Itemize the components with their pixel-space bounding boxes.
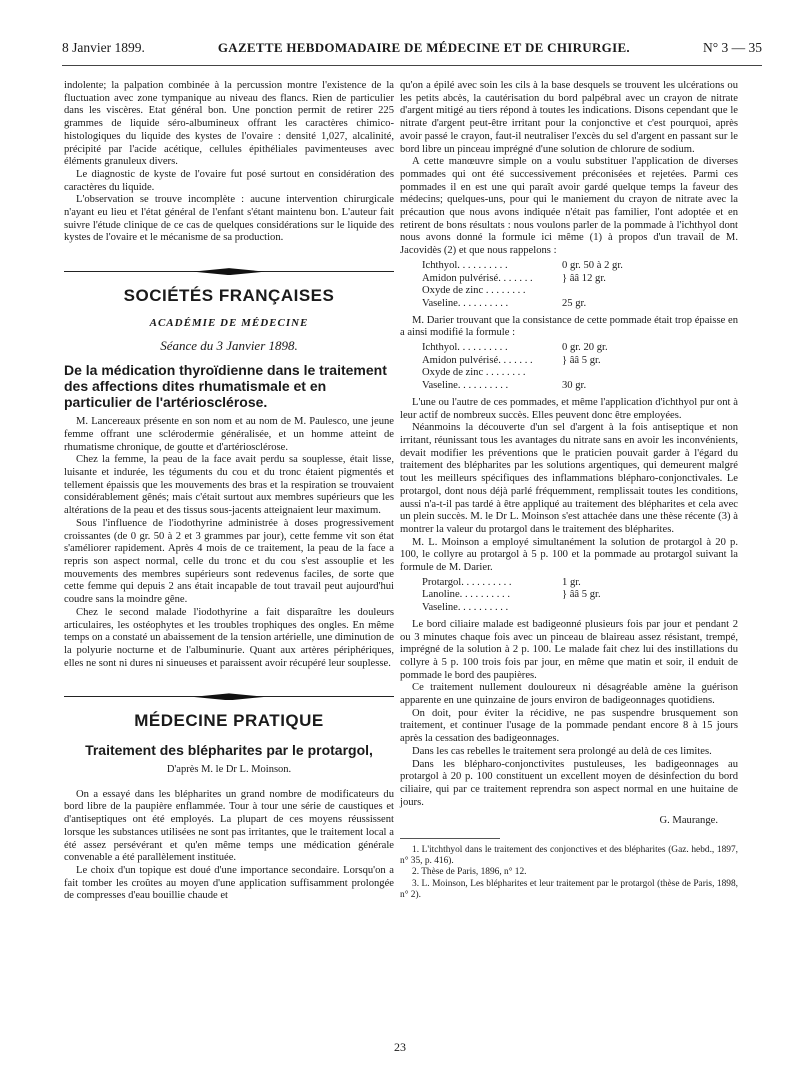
paragraph: Le choix d'un topique est doué d'une importance secondaire. Lorsqu'on a fait tomber les croûtes au moyen d'une application suffisamment prolongée de compresses d'eau bouillie chaude et — [64, 864, 394, 902]
quantity: } ââ 5 gr. — [562, 589, 601, 601]
ingredient: Oxyde de zinc . . . . . . . . — [422, 285, 526, 297]
paragraph: Dans les cas rebelles le traitement sera prolongé au delà de ces limites. — [412, 745, 712, 757]
ingredient: Protargol. . . . . . . . . . — [422, 576, 512, 588]
paragraph: L'une ou l'autre de ces pommades, et même l'application d'ichthyol pur ont à leur actif de nombreux succès. Elles peuvent donc être employées. — [400, 396, 738, 421]
paragraph: Ce traitement nullement douloureux ni désagréable amène la guérison apparente en une quinzaine de jours environ de badigeonnages quotidiens. — [400, 682, 738, 707]
left-column — [64, 80, 394, 903]
paragraph: Le diagnostic de kyste de l'ovaire fut posé surtout en considération des caractères du liquide. — [64, 168, 394, 193]
formula-protargol — [422, 577, 738, 615]
quantity: 25 gr. — [562, 297, 587, 309]
section-title: SOCIÉTÉS FRANÇAISES — [123, 286, 335, 306]
paragraph: M. Darier trouvant que la consistance de cette pommade était trop épaisse en a ainsi modifié la formule : — [400, 314, 738, 339]
footnote-divider — [400, 838, 500, 839]
quantity: } ââ 12 gr. — [562, 272, 606, 284]
paragraph: On doit, pour éviter la récidive, ne pas suspendre brusquement son traitement, et continuer l'usage de la pommade pendant encore 8 à 15 jours après la cessation des badigeonnages. — [400, 707, 738, 745]
formula-row — [422, 589, 738, 602]
paragraph: qu'on a épilé avec soin les cils à la base desquels se trouvent les ulcérations ou les petits abcès, la cautérisation du bord palpébral avec un crayon de nitrate d'argent mitigé au tiers répond à toutes les indications. Disons cependant que le nitrate d'argent peut-être irritant pour la conjonctive et c'est pourquoi, après avoir passé le crayon, faut-il neutraliser l'excès du sel d'argent en passant sur le bord libre un pinceau imprégné d'une solution de chlorure de sodium. — [400, 80, 738, 155]
paragraph: A cette manœuvre simple on a voulu substituer l'application de diverses pommades qui ont été successivement préconisées et rejetées. Parmi ces pommades il en est une qui paraît avoir gardé quelque temps la faveur des médecins; quelques-uns, pour qui le maniement du crayon de nitrate avec la précaution que nous avons indiquée n'était pas familier, l'ont adoptée et en retirent de bons résultats : nous voulons parler de la pommade à l'ichthyol dont nous avons donné la formule ici même (1) à propos d'un travail de M. Jacovidès (2) et que nous rappelons : — [400, 156, 738, 257]
paragraph: L'observation se trouve incomplète : aucune intervention chirurgicale n'ayant eu lieu et l'état général de l'enfant s'étant maintenu bon. L'auteur fait suivre l'étude clinique de ce cas de quelques considérations sur le liquide des kystes de l'ovaire et le mécanisme de sa production. — [64, 194, 394, 244]
article-title: Traitement des blépharites par le protargol, — [85, 742, 373, 759]
formula-ichthyol — [422, 260, 738, 311]
footnote: 2. Thèse de Paris, 1896, n° 12. — [412, 867, 527, 878]
paragraph: M. L. Moinson a employé simultanément la solution de protargol à 20 p. 100, le collyre au protargol à 5 p. 100 et la pommade au protargol suivant la formule de M. Darier. — [400, 536, 738, 574]
quantity: } ââ 5 gr. — [562, 354, 601, 366]
ingredient: Oxyde de zinc . . . . . . . . — [422, 367, 526, 379]
footnote: 1. L'itchthyol dans le traitement des conjonctives et des blépharites (Gaz. hebd., 1897, n° 35, p. 416). — [400, 845, 738, 867]
quantity: 30 gr. — [562, 380, 587, 392]
ingredient: Vaseline. . . . . . . . . . — [422, 297, 509, 309]
paragraph: Le bord ciliaire malade est badigeonné plusieurs fois par jour et pendant 2 ou 3 minutes chaque fois avec un pinceau de blaireau assez résistant, trempé, imprégné de la solution à 2 p. 100. Le malade fait chez lui des instillations du collyre à 5 p. 100 trois fois par jour, en même que matin et soir, il enduit de pommade le bord des paupières. — [400, 618, 738, 681]
paragraph: Dans les blépharo-conjonctivites pustuleuses, les badigeonnages au protargol à 20 p. 100 constituent un excellent moyen de désinfection du bord ciliaire, qui par ce traitement reprendra son aspect normal en une huitaine de jours. — [400, 758, 738, 808]
academy-heading: ACADÉMIE DE MÉDECINE — [149, 316, 309, 329]
right-column — [400, 80, 738, 901]
page-number: 23 — [394, 1040, 406, 1054]
paragraph: Sous l'influence de l'iodothyrine administrée à doses progressivement croissantes (de 0 gr. 50 à 2 et 3 grammes par jour), cette femme vit son état s'améliorer rapidement. Après 4 mois de ce traitement, la peau de la face a repris son aspect normal, celle du tronc et du cou s'est assouplie et les mouvements des membres supérieurs sont redevenus faciles, de sorte que cette femme qui depuis 2 ans était incapable de tout travail peut aujourd'hui coudre sans la moindre gêne. — [64, 517, 394, 606]
page-header — [62, 40, 762, 66]
ingredient: Lanoline. . . . . . . . . . — [422, 589, 510, 601]
formula-row — [422, 342, 738, 355]
paragraph: M. Lancereaux présente en son nom et au nom de M. Paulesco, une jeune femme offrant une sclérodermie généralisée, et un homme atteint de rhumatisme chronique, de goutte et d'artériosclérose. — [64, 416, 394, 453]
ingredient: Ichthyol. . . . . . . . . . — [422, 342, 508, 354]
issue-number: N° 3 — 35 — [702, 40, 762, 55]
article-title: De la médication thyroïdienne dans le traitement des affections dites rhumatismale et en particulier de l'artériosclérose. — [64, 362, 387, 411]
header-date: 8 Janvier 1899. — [62, 40, 145, 55]
formula-row — [422, 380, 738, 393]
formula-row — [422, 285, 738, 298]
formula-row — [422, 273, 738, 286]
formula-row — [422, 355, 738, 368]
paragraph: Chez la femme, la peau de la face avait perdu sa souplesse, était lisse, luisante et indurée, les téguments du cou et du tronc étaient pigmentés et tellement épaissis que les mouvements des bras et la respiration se trouvaient considérablement gênés; mais c'était surtout aux membres supérieurs que les altérations de la peau et des tissus sous-jacents atteignaient leur maximum. — [64, 454, 394, 517]
formula-row — [422, 260, 738, 273]
quantity: 0 gr. 20 gr. — [562, 342, 608, 354]
formula-row — [422, 298, 738, 311]
footnotes — [400, 845, 738, 901]
ingredient: Amidon pulvérisé. . . . . . . — [422, 272, 533, 284]
ingredient: Vaseline. . . . . . . . . . — [422, 602, 509, 614]
session-date: Séance du 3 Janvier 1898. — [160, 337, 298, 353]
paragraph: Chez le second malade l'iodothyrine a fait disparaître les douleurs articulaires, les ostéophytes et les troubles trophiques des ongles. En même temps on a constaté un abaissement de la tension artérielle, une diminution de la polyurie nocturne et de l'albuminurie. Quant aux artères périphériques, elles ne sont ni dures ni sinueuses et paraissent avoir récupéré leur souplesse. — [64, 606, 394, 669]
author-signature: G. Maurange. — [659, 815, 718, 827]
footnote: 3. L. Moinson, Les blépharites et leur traitement par le protargol (thèse de Paris, 1898, n° 2). — [400, 878, 738, 900]
journal-title: GAZETTE HEBDOMADAIRE DE MÉDECINE ET DE CHIRURGIE. — [217, 40, 630, 55]
byline: D'après M. le Dr L. Moinson. — [166, 764, 292, 776]
ingredient: Vaseline. . . . . . . . . . — [422, 380, 509, 392]
formula-darier — [422, 342, 738, 393]
formula-row — [422, 577, 738, 590]
paragraph: Néanmoins la découverte d'un sel d'argent à la fois antiseptique et non irritant, réunissant tous les avantages du nitrate sans en avoir les inconvénients, devait modifier les préventions que le praticien pouvait garder à l'égard du traitement des blépharites par les solutions argentiques, qui demeurent malgré tout les meilleurs spécifiques des inflammations blépharo-conjonctivales. Le protargol, dont nous déjà parlé fréquemment, remplissait toutes les conditions, aussi n'a-t-il pas tardé à être appliqué au traitement des blépharites et cela avec un plein succès. M. le Dr L. Moinson s'est attachée dans une thèse récente (3) à montrer la valeur du protargol dans le traitement des blépharites. — [400, 422, 738, 535]
paragraph: indolente; la palpation combinée à la percussion montre l'existence de la fluctuation avec zone tympanique au niveau des flancs. Rien de particulier dans les viscères. Etat général bon. Une ponction permit de retirer 225 grammes de liquide séro-albumineux offrant les caractères chimico-histologiques du liquide des kystes de l'ovaire : densité 1,027, alcalinité, précipité par l'acide acétique, cellules épithéliales pavimenteuses avec éléments granuleux divers. — [64, 80, 394, 168]
quantity: 0 gr. 50 à 2 gr. — [562, 259, 623, 271]
section-divider — [64, 696, 394, 697]
quantity: 1 gr. — [562, 576, 581, 588]
ingredient: Amidon pulvérisé. . . . . . . — [422, 354, 533, 366]
formula-row — [422, 367, 738, 380]
section-title: MÉDECINE PRATIQUE — [134, 711, 324, 731]
paragraph: On a essayé dans les blépharites un grand nombre de modificateurs du bord libre de la paupière enflammée. Tour à tour une série de caustiques et d'antiseptiques ont été employés. La plupart de ces moyens réussissent lorsque les substances utilisées ne sont pas irritantes, que le traitement local a été assez persévérant et qu'en même temps une médication générale convenable a été parallèlement instituée. — [64, 788, 394, 864]
ingredient: Ichthyol. . . . . . . . . . — [422, 259, 508, 271]
formula-row — [422, 602, 738, 615]
section-divider — [64, 271, 394, 272]
